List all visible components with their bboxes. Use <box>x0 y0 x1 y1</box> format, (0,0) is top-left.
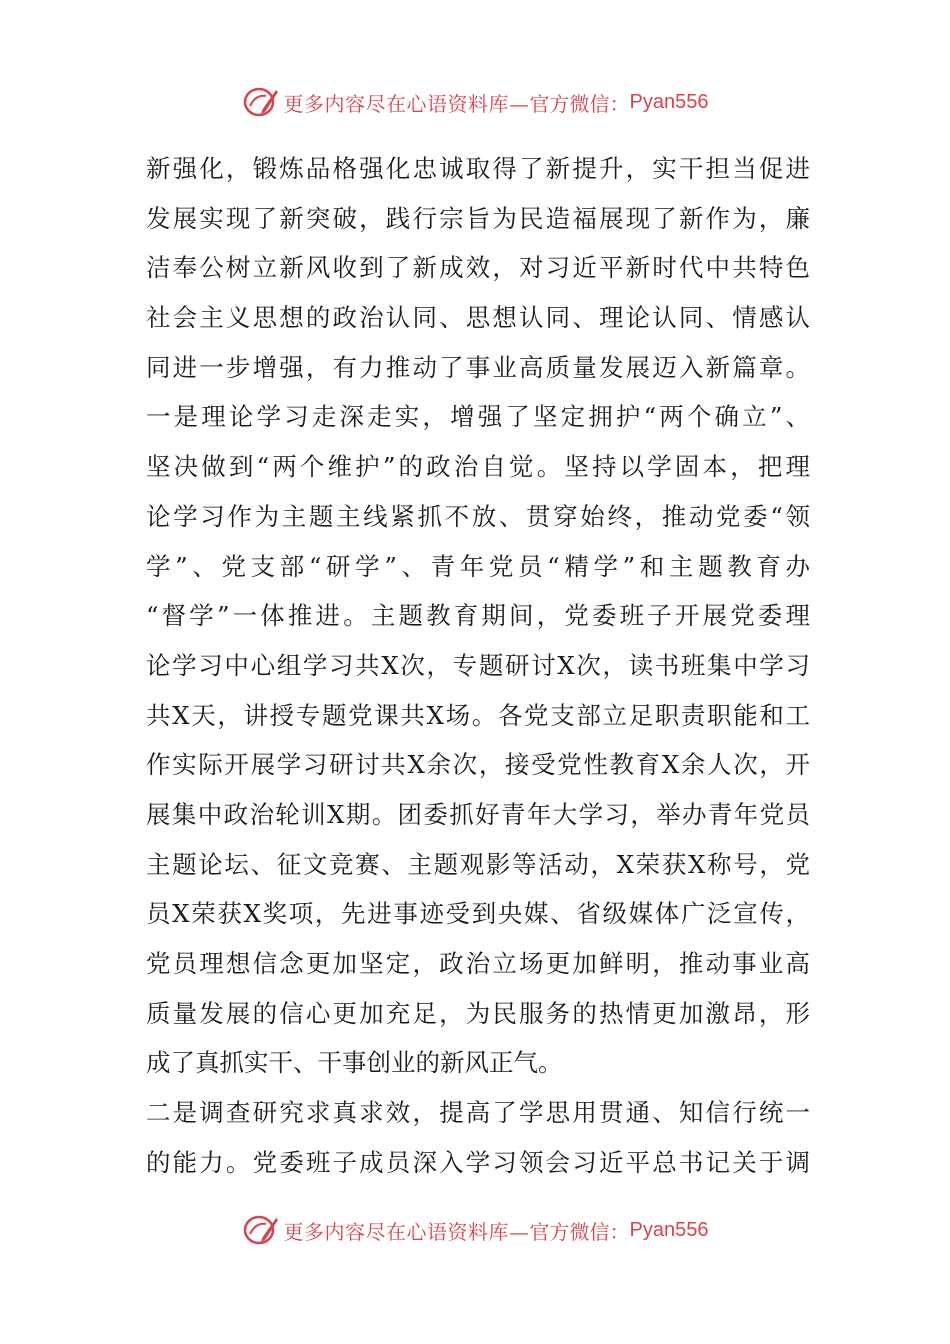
text-line: 洁奉公树立新风收到了新成效，对习近平新时代中共特色 <box>146 253 810 283</box>
header-banner <box>0 82 950 122</box>
footer-wechat-label: 官方微信： <box>529 1219 630 1244</box>
text-line: 二是调查研究求真求效，提高了学思用贯通、知信行统一 <box>146 1098 810 1128</box>
text-line: 作实际开展学习研讨共X余次，接受党性教育X余人次，开 <box>146 750 810 780</box>
footer-banner <box>0 1210 950 1250</box>
text-line: “督学”一体推进。主题教育期间，党委班子开展党委理 <box>146 601 810 631</box>
text-line: 论学习作为主题主线紧抓不放、贯穿始终，推动党委“领 <box>146 501 810 531</box>
document-body <box>146 144 810 1187</box>
text-line: 展集中政治轮训X期。团委抓好青年大学习，举办青年党员 <box>146 799 810 829</box>
text-line: 新强化，锻炼品格强化忠诚取得了新提升，实干担当促进 <box>146 154 810 183</box>
text-line: 共X天，讲授专题党课共X场。各党支部立足职责职能和工 <box>146 700 810 730</box>
text-line: 发展实现了新突破，践行宗旨为民造福展现了新作为，廉 <box>146 203 810 233</box>
text-line: 社会主义思想的政治认同、思想认同、理论认同、情感认 <box>146 303 810 333</box>
header-slogan: 更多内容尽在心语资料库— <box>283 91 530 116</box>
text-line: 论学习中心组学习共X次，专题研讨X次，读书班集中学习 <box>146 650 810 680</box>
text-line: 员X荣获X奖项，先进事迹受到央媒、省级媒体广泛宣传， <box>146 899 810 929</box>
pen-logo-icon <box>242 1212 280 1248</box>
text-line: 的能力。党委班子成员深入学习领会习近平总书记关于调 <box>146 1147 810 1177</box>
text-line: 成了真抓实干、干事创业的新风正气。 <box>146 1048 563 1078</box>
footer-wechat-id: Pyan556 <box>629 1218 709 1241</box>
text-line: 党员理想信念更加坚定，政治立场更加鲜明，推动事业高 <box>146 949 810 978</box>
footer-slogan: 更多内容尽在心语资料库— <box>283 1219 530 1244</box>
text-line: 一是理论学习走深走实，增强了坚定拥护“两个确立”、 <box>146 402 810 432</box>
header-wechat-id: Pyan556 <box>629 90 709 113</box>
text-line: 同进一步增强，有力推动了事业高质量发展迈入新篇章。 <box>146 352 810 382</box>
text-line: 学”、党支部“研学”、青年党员“精学”和主题教育办 <box>146 551 810 581</box>
text-line: 主题论坛、征文竞赛、主题观影等活动，X荣获X称号，党 <box>146 849 810 879</box>
text-line: 坚决做到“两个维护”的政治自觉。坚持以学固本，把理 <box>146 452 810 482</box>
header-wechat-label: 官方微信： <box>529 91 630 116</box>
text-line: 质量发展的信心更加充足，为民服务的热情更加激昂，形 <box>146 998 810 1028</box>
pen-logo-icon <box>242 84 280 120</box>
